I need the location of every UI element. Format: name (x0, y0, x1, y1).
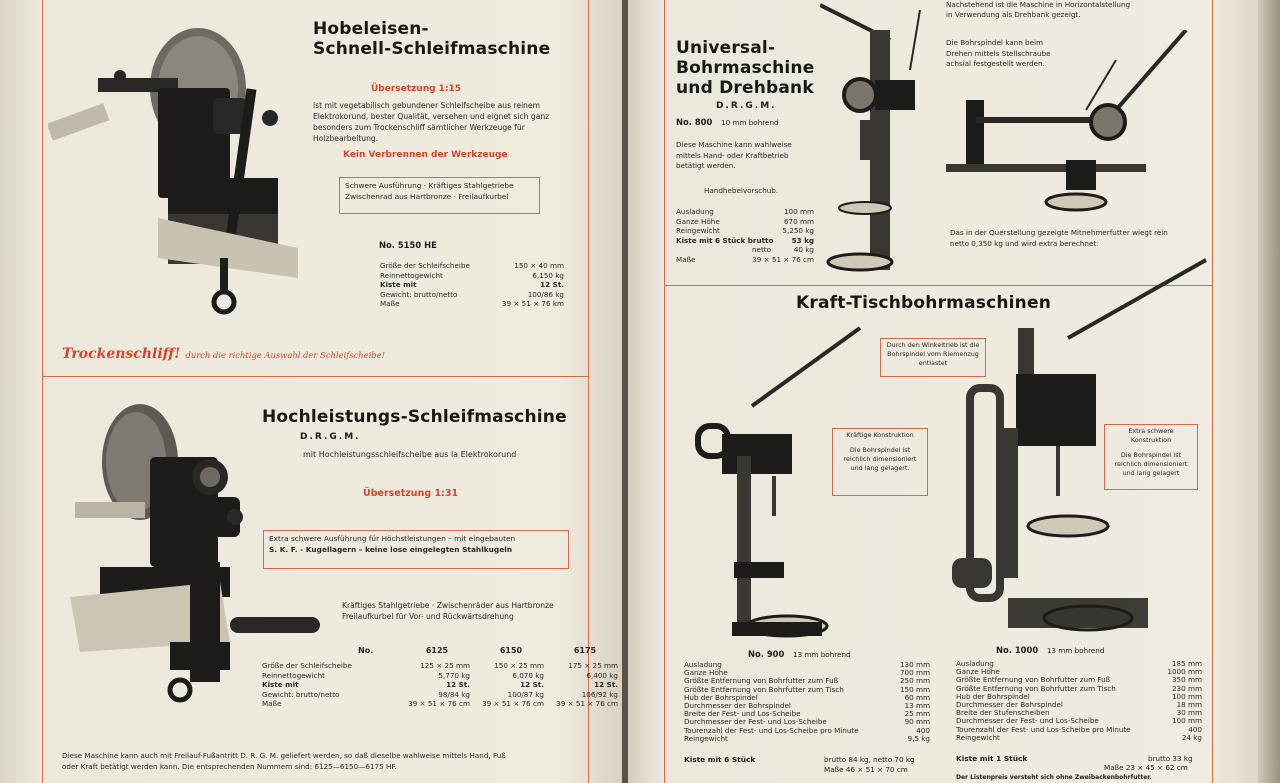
universal-number: No. 800 (676, 117, 713, 127)
spec-row: Reingewicht 24 kg (956, 732, 1202, 742)
section-divider (42, 376, 588, 377)
spec-row: Breite der Fest- und Los-Scheibe 25 mm (684, 709, 930, 719)
universal-specs (676, 207, 814, 265)
spec-row: Reingewicht 5,250 kg (676, 226, 814, 236)
box-text: Die Bohrspindel ist reichlich dimensioniert und lang gelagert (1114, 451, 1188, 477)
universal-number-line (676, 117, 779, 127)
col-header: 6175 (573, 646, 597, 655)
kraft-winkel-box: Durch den Winkeltrieb ist die Bohrspindel vom Riemenzug entlastet (880, 338, 986, 377)
m1000-kiste: Kiste mit 1 Stück (956, 754, 1028, 763)
m1000-number: No. 1000 (996, 645, 1039, 655)
m900-number-line (748, 649, 851, 659)
universal-top-note-2: in Verwendung als Drehbank gezeigt. (946, 10, 1081, 19)
spec-row: Ganze Höhe 700 mm (684, 668, 930, 678)
spec-row: Ausladung 185 mm (956, 659, 1202, 668)
hobeleisen-title-1: Hobeleisen- (313, 19, 429, 39)
drill-vertical-illustration (820, 0, 930, 278)
universal-drgm: D.R.G.M. (716, 101, 777, 111)
spec-row: Durchmesser der Fest- und Los-Scheibe 90 mm (684, 717, 930, 727)
m900-brutto: brutto 84 kg, netto 70 kg (824, 755, 915, 764)
right-page (628, 0, 1260, 783)
hobeleisen-kein-verbrennen: Kein Verbrennen der Werkzeuge (343, 150, 508, 160)
spec-row: Größe der Schleifscheibe 150 × 40 mm (380, 261, 564, 270)
left-border (664, 0, 665, 783)
table-row: Kiste mit 12 St. 12 St. 12 St. (262, 680, 618, 690)
slogan-main: Trockenschliff! (62, 346, 181, 362)
feature-box-line-2: Zwischenrad aus Hartbronze · Freilaufkurbel (345, 192, 509, 201)
feature-box-line-2: S. K. F. - Kugellagern – keine lose eingelegten Stahlkugeln (269, 545, 513, 554)
hochleistung-ubersetzung: Übersetzung 1:31 (363, 488, 459, 499)
col-header: 6125 (425, 646, 449, 655)
hochleistung-title: Hochleistungs-Schleifmaschine (262, 407, 567, 427)
universal-title-2: Bohrmaschine (676, 58, 815, 78)
hochleistung-feature-box (263, 530, 569, 569)
hochleistung-drgm: D.R.G.M. (300, 432, 361, 442)
grinder-illustration-1 (48, 18, 298, 318)
trockenschliff-slogan (62, 343, 385, 362)
right-border (1212, 0, 1213, 783)
spec-row: Reinnettogewicht 6,150 kg (380, 270, 564, 280)
universal-description: Diese Maschine kann wahlweise mittels Hand- oder Kraftbetrieb betätigt werden. (676, 140, 792, 170)
table-row: Reinnettogewicht 5,770 kg 6,070 kg 6,400 kg (262, 670, 618, 680)
lathe-horizontal-illustration (946, 30, 1196, 226)
m1000-specs (956, 660, 1202, 742)
m1000-masse: Maße 23 × 45 × 62 cm (1104, 763, 1188, 772)
spec-row: Größte Entfernung von Bohrfutter zum Fuß 250 mm (684, 676, 930, 686)
universal-title-3: und Drehbank (676, 78, 814, 98)
m900-number: No. 900 (748, 649, 785, 659)
m1000-footer: Der Listenpreis versteht sich ohne Zweibackenbohrfutter. (956, 774, 1152, 781)
hobeleisen-ubersetzung: Übersetzung 1:15 (371, 84, 462, 94)
universal-hand: Handhebelvorschub. (704, 186, 779, 195)
spec-row: Hub der Bohrspindel 100 mm (956, 691, 1202, 701)
page-edge (1258, 0, 1280, 783)
feature-box-line-1: Extra schwere Ausführung für Höchstleistungen – mit eingebauten (269, 534, 516, 543)
hochleistung-description: mit Hochleistungsschleifscheibe aus la Elektrokorund (303, 450, 517, 459)
feature-box-line-1: Schwere Ausführung · Kräftiges Stahlgetriebe (345, 181, 514, 190)
left-page (0, 0, 622, 783)
box-text: Die Bohrspindel ist reichlich dimensioniert und lang gelagert. (843, 446, 917, 472)
spec-row: Tourenzahl der Fest- und Los-Scheibe pro Minute 400 (956, 724, 1202, 734)
col-header: 6150 (499, 646, 523, 655)
table-row: Gewicht: brutto/netto 98/84 kg 100/87 kg 106/92 kg (262, 689, 618, 699)
universal-top-note-1: Nachstehend ist die Maschine in Horizontalstellung (946, 0, 1131, 9)
spec-row: netto 40 kg (752, 245, 814, 255)
spec-row: Ausladung 100 mm (676, 207, 814, 216)
m900-masse: Maße 46 × 51 × 70 cm (824, 765, 908, 774)
spec-row: Ausladung 130 mm (684, 660, 930, 669)
spec-row: Durchmesser der Bohrspindel 13 mm (684, 701, 930, 711)
hochleistung-footer-1: Diese Maschine kann auch mit Freilauf-Fußantritt D. R. G. M. geliefert werden, so daß dieselbe wahlweise mittels Hand, Fuß (62, 751, 506, 760)
kraft-title: Kraft-Tischbohrmaschinen (796, 293, 1052, 313)
spec-row: Größte Entfernung von Bohrfutter zum Tisch 150 mm (684, 684, 930, 694)
hobeleisen-title-2: Schnell-Schleifmaschine (313, 39, 551, 59)
spec-row: Größte Entfernung von Bohrfutter zum Tisch 230 mm (956, 683, 1202, 693)
hobeleisen-feature-box (339, 177, 540, 214)
universal-number-sub: 10 mm bohrend (721, 118, 779, 127)
spec-row: Maße 39 × 51 × 76 km (380, 299, 564, 309)
spec-row: Hub der Bohrspindel 60 mm (684, 692, 930, 702)
spec-row: Kiste mit 12 St. (380, 280, 564, 290)
table-row: Maße 39 × 51 × 76 cm 39 × 51 × 76 cm 39 × 51 × 76 cm (262, 699, 618, 709)
spec-row: Größte Entfernung von Bohrfutter zum Fuß 350 mm (956, 675, 1202, 685)
hobeleisen-specs (380, 261, 564, 309)
universal-title-1: Universal- (676, 38, 776, 58)
spec-row: Maße 39 × 51 × 76 cm (676, 254, 814, 264)
hochleistung-spec-table (258, 646, 622, 709)
slogan-sub: durch die richtige Auswahl der Schleifscheibe! (185, 350, 385, 360)
spec-row: Tourenzahl der Fest- und Los-Scheibe pro Minute 400 (684, 725, 930, 735)
hobeleisen-description: ist mit vegetabilisch gebundener Schleifscheibe aus reinem Elektrokorund, bester Qualität, versehen und eignet sich ganz besonders zum Trockenschliff sämtlicher Werkzeuge für Holzbearbeitung. (313, 101, 550, 143)
spec-row: Kiste mit 6 Stück brutto 53 kg (676, 235, 814, 245)
m900-specs (684, 661, 930, 743)
spec-row: Durchmesser der Fest- und Los-Scheibe 100 mm (956, 716, 1202, 726)
spec-row: Ganze Höhe 670 mm (676, 216, 814, 226)
drill-1000-illustration (948, 258, 1208, 638)
spec-row: Ganze Höhe 1000 mm (956, 667, 1202, 677)
hochleistung-features-2: Freilaufkurbel für Vor- und Rückwärtsdrehung (342, 612, 514, 621)
col-no-header: No. (358, 646, 374, 655)
m1000-number-sub: 13 mm bohrend (1046, 646, 1105, 655)
hochleistung-footer-2: oder Kraft betätigt werden kann. Die entsprechenden Nummern sind: 6125—6150—6175 HF. (62, 762, 397, 771)
m900-number-sub: 13 mm bohrend (793, 650, 851, 659)
m1000-brutto: brutto 33 kg (1148, 754, 1193, 763)
spec-row: Gewicht: brutto/netto 100/86 kg (380, 289, 564, 299)
spec-row: Durchmesser der Bohrspindel 18 mm (956, 700, 1202, 710)
m1000-number-line (996, 645, 1104, 655)
table-row: Größe der Schleifscheibe 125 × 25 mm 150 × 25 mm 175 × 25 mm (262, 661, 618, 670)
universal-quer-note: Das in der Querstellung gezeigte Mitnehmerfutter wiegt rein netto 0,350 kg und wird extra berechnet. (950, 228, 1168, 248)
universal-spindle-note: Die Bohrspindel kann beim Drehen mittels Stellschraube achsial festgestellt werden. (946, 38, 1051, 68)
spec-row: Breite der Stufenscheiben 30 mm (956, 708, 1202, 718)
spec-row: Reingewicht 9,5 kg (684, 733, 930, 743)
drill-900-illustration (692, 326, 862, 646)
box-title: Extra schwere Konstruktion (1128, 427, 1174, 444)
hobeleisen-number: No. 5150 HE (379, 240, 437, 250)
left-border (42, 0, 43, 783)
hochleistung-features-1: Kräftiges Stahlgetriebe · Zwischenräder aus Hartbronze (342, 601, 554, 610)
box-title: Kräftige Konstruktion (846, 431, 914, 439)
m900-kiste: Kiste mit 6 Stück (684, 755, 756, 764)
